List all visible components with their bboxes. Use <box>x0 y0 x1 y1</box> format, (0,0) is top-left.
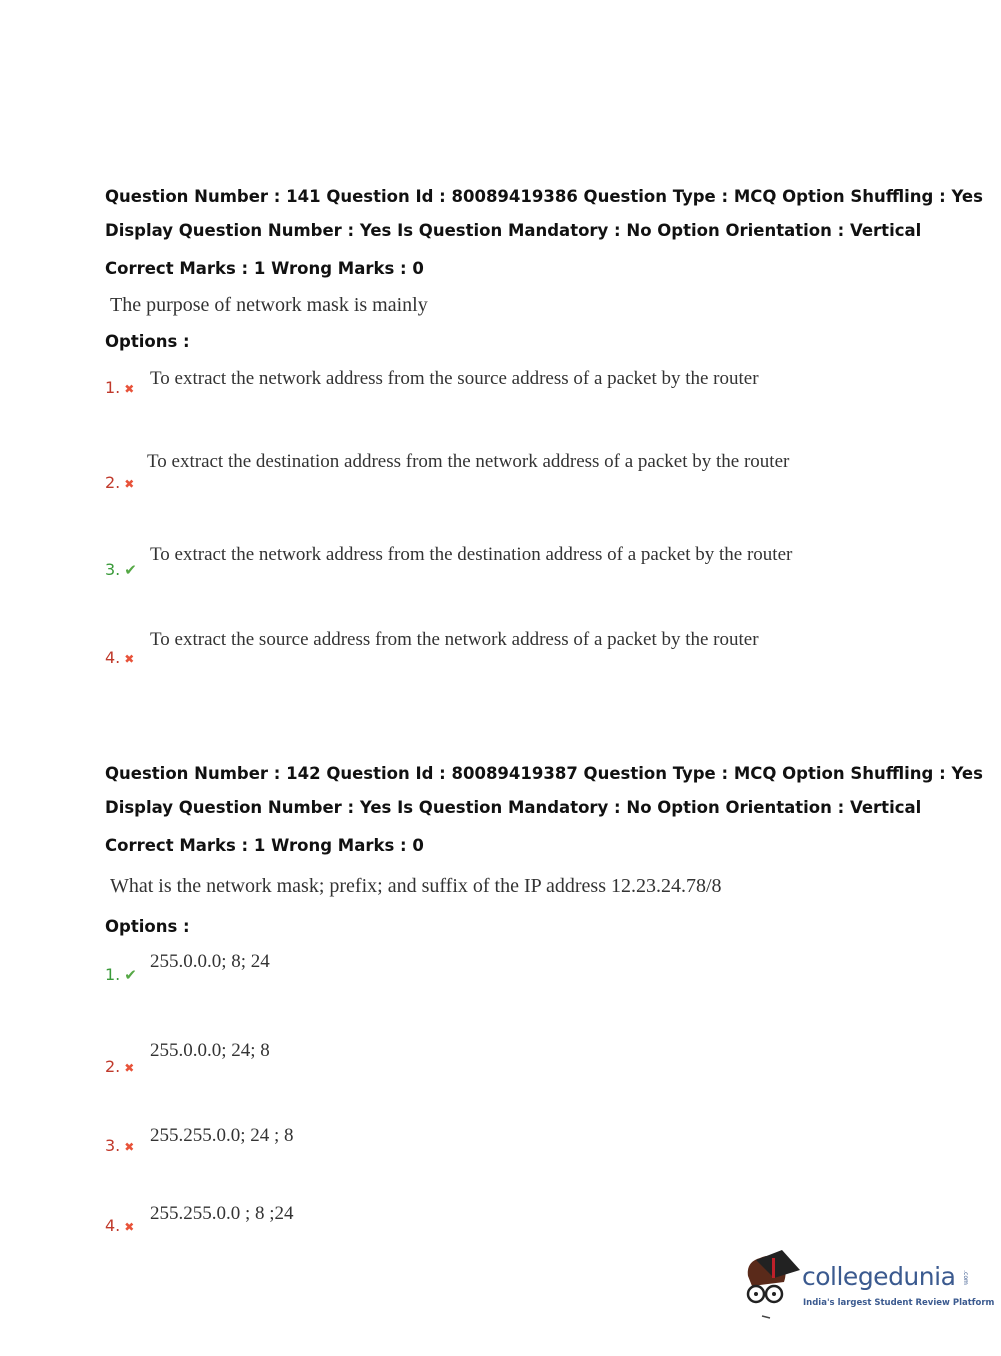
option-text: To extract the destination address from the network address of a packet by the router <box>147 451 790 472</box>
option-text: 255.255.0.0; 24 ; 8 <box>150 1125 294 1146</box>
cross-icon: ✖ <box>124 477 135 491</box>
mascot-icon <box>742 1248 802 1323</box>
option-text: 255.0.0.0; 8; 24 <box>150 951 270 972</box>
option-number: 1. ✖ <box>105 378 135 397</box>
option-number: 4. ✖ <box>105 1216 135 1235</box>
cross-icon: ✖ <box>124 1220 135 1234</box>
question-meta-line: Question Number : 141 Question Id : 80089419386 Question Type : MCQ Option Shuffling : Yes <box>105 187 983 206</box>
option-number: 3. ✔ <box>105 560 137 579</box>
cross-icon: ✖ <box>124 652 135 666</box>
option-text: To extract the network address from the source address of a packet by the router <box>150 368 759 389</box>
logo-tagline: India's largest Student Review Platform <box>803 1298 995 1308</box>
logo-brand: collegedunia <box>802 1262 956 1291</box>
option-number: 2. ✖ <box>105 1057 135 1076</box>
question-meta-line: Display Question Number : Yes Is Question Mandatory : No Option Orientation : Vertical <box>105 221 922 240</box>
options-label: Options : <box>105 332 190 351</box>
question-marks: Correct Marks : 1 Wrong Marks : 0 <box>105 259 424 278</box>
option-number: 1. ✔ <box>105 965 137 984</box>
collegedunia-logo <box>742 1248 995 1323</box>
option-number: 3. ✖ <box>105 1136 135 1155</box>
check-icon: ✔ <box>124 561 137 579</box>
logo-suffix: .com <box>961 1270 969 1285</box>
cross-icon: ✖ <box>124 1140 135 1154</box>
cross-icon: ✖ <box>124 382 135 396</box>
check-icon: ✔ <box>124 966 137 984</box>
question-meta-line: Display Question Number : Yes Is Question Mandatory : No Option Orientation : Vertical <box>105 798 922 817</box>
option-text: 255.0.0.0; 24; 8 <box>150 1040 270 1061</box>
option-text: 255.255.0.0 ; 8 ;24 <box>150 1203 294 1224</box>
question-text: What is the network mask; prefix; and suffix of the IP address 12.23.24.78/8 <box>110 875 722 897</box>
options-label: Options : <box>105 917 190 936</box>
question-marks: Correct Marks : 1 Wrong Marks : 0 <box>105 836 424 855</box>
option-number: 2. ✖ <box>105 473 135 492</box>
option-text: To extract the source address from the network address of a packet by the router <box>150 629 759 650</box>
question-meta-line: Question Number : 142 Question Id : 80089419387 Question Type : MCQ Option Shuffling : Yes <box>105 764 983 783</box>
cross-icon: ✖ <box>124 1061 135 1075</box>
option-text: To extract the network address from the destination address of a packet by the router <box>150 544 793 565</box>
option-number: 4. ✖ <box>105 648 135 667</box>
question-text: The purpose of network mask is mainly <box>110 294 428 316</box>
